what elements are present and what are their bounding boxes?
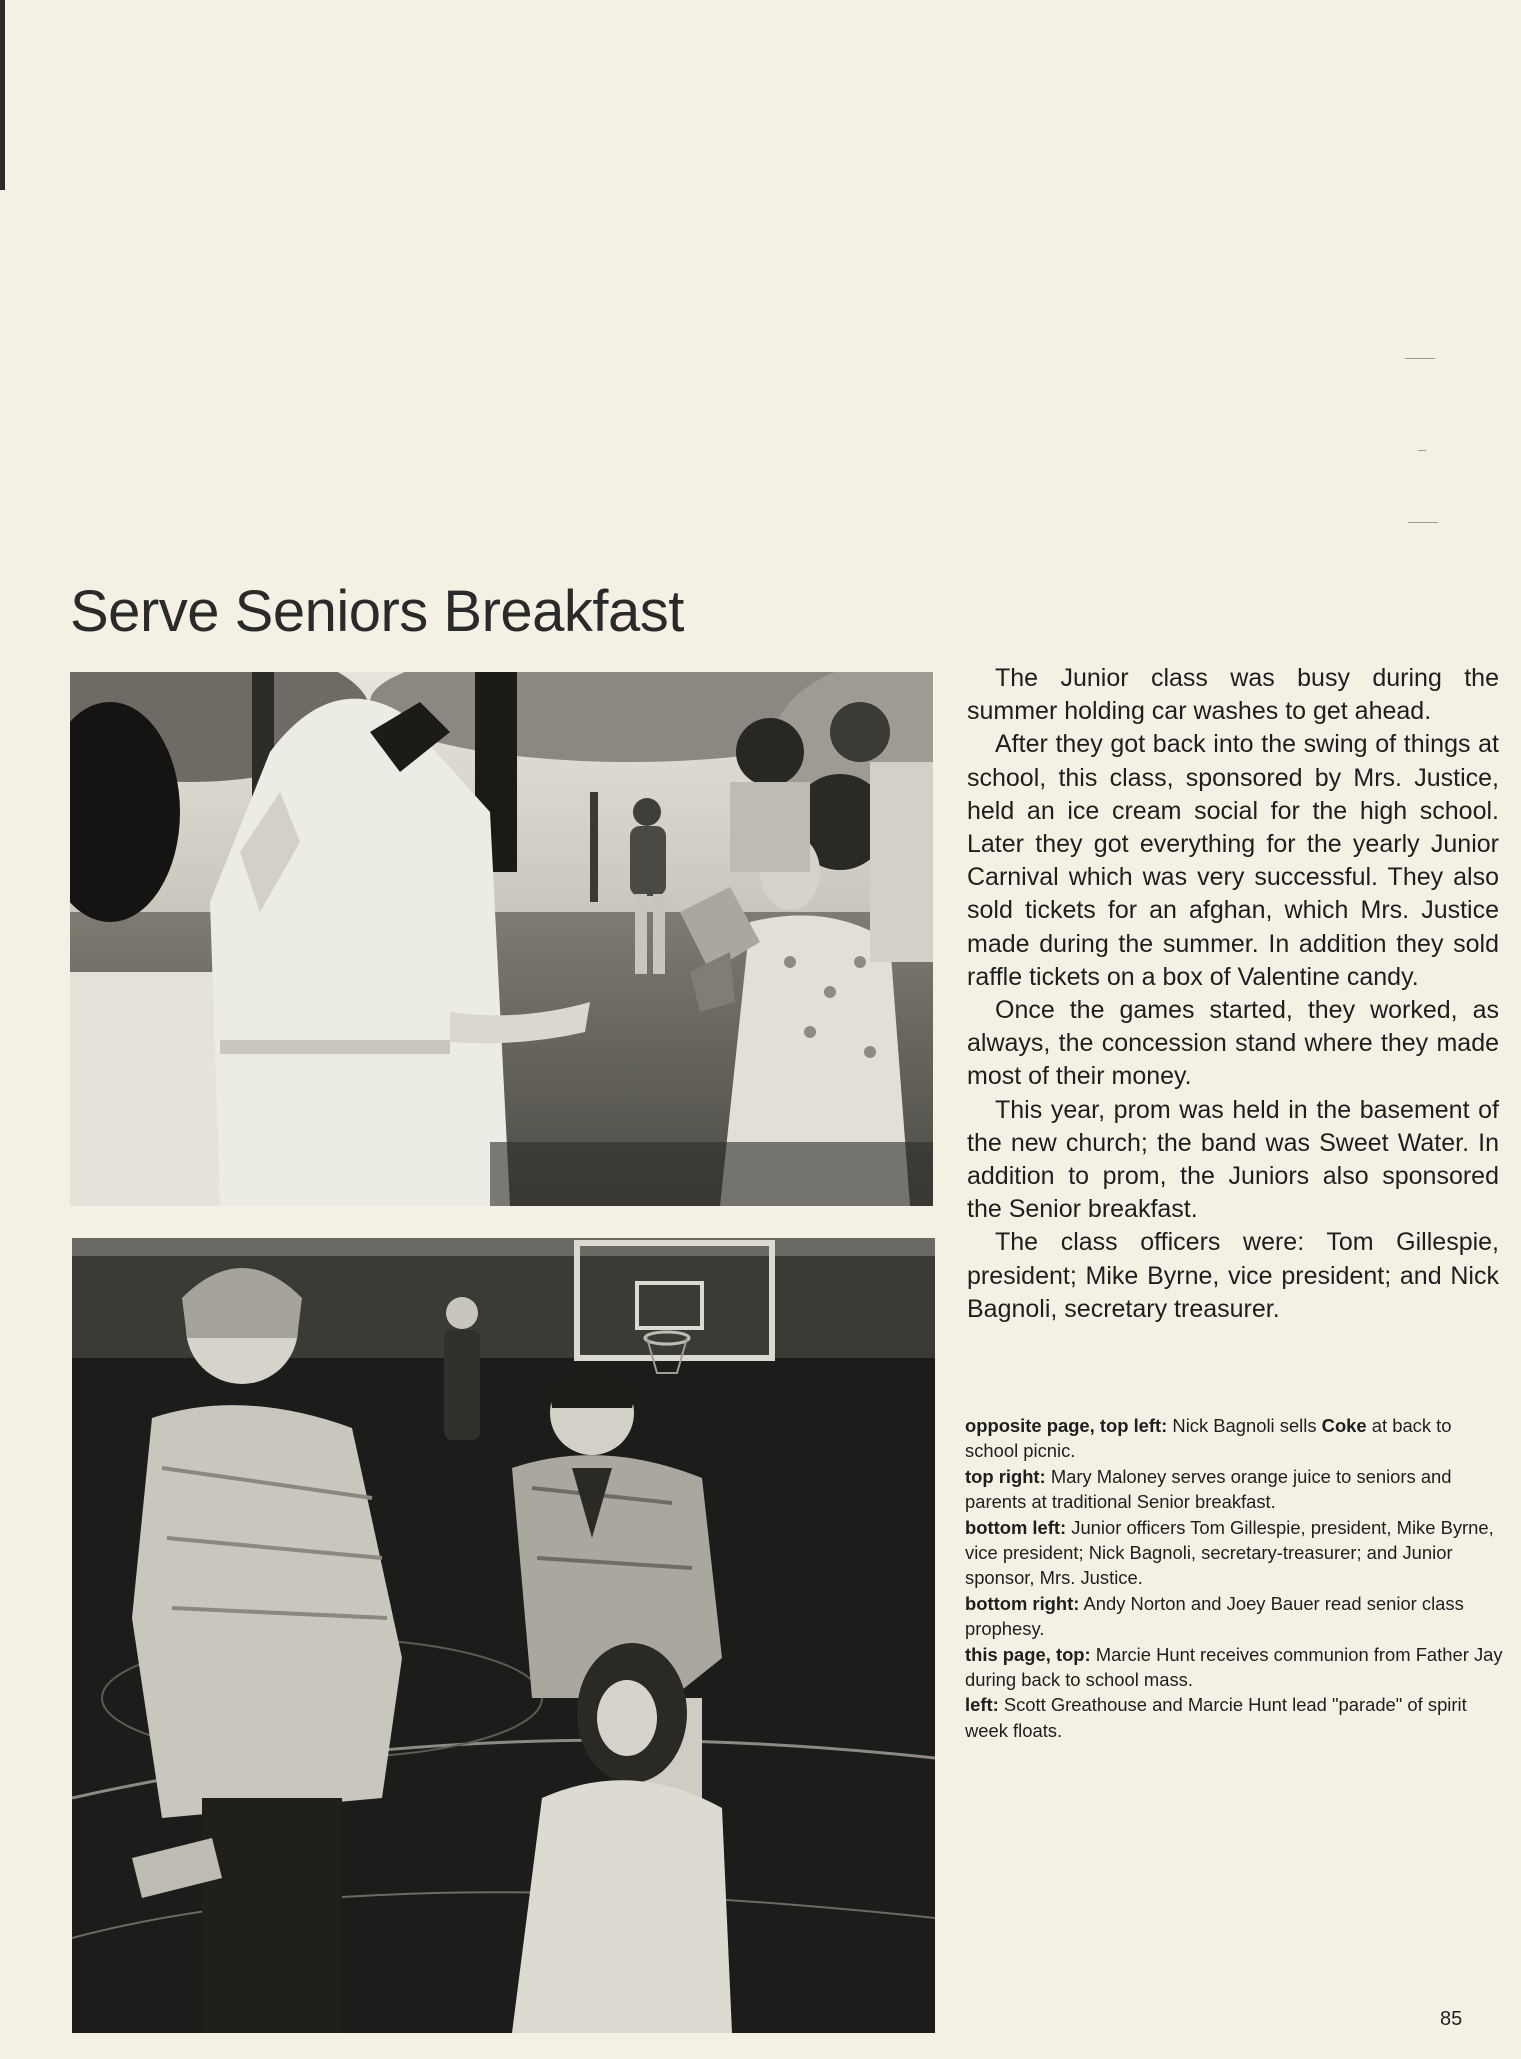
caption-text: Scott Greathouse and Marcie Hunt lead "parade" of spirit week floats. bbox=[965, 1694, 1467, 1741]
photo-outdoor-picnic bbox=[70, 672, 933, 1206]
caption-left bbox=[965, 1692, 1505, 1743]
caption-label: opposite page, top left: bbox=[965, 1415, 1168, 1436]
caption-this-page-top bbox=[965, 1642, 1505, 1693]
caption-bold-word: Coke bbox=[1321, 1415, 1367, 1436]
caption-label: bottom right: bbox=[965, 1592, 1080, 1614]
story-paragraph: This year, prom was held in the basement of the new church; the band was Sweet Water. In addition to prom, the Juniors also sponsored the Senior breakfast. bbox=[967, 1095, 1499, 1224]
caption-label: top right: bbox=[965, 1465, 1046, 1487]
margin-mark bbox=[1408, 522, 1438, 523]
caption-text: Nick Bagnoli sells bbox=[1172, 1415, 1317, 1436]
story-paragraph: Once the games started, they worked, as always, the concession stand where they made most of their money. bbox=[967, 996, 1499, 1091]
margin-mark bbox=[1418, 450, 1426, 451]
binding-edge bbox=[0, 0, 5, 190]
caption-bottom-left bbox=[965, 1515, 1505, 1591]
caption-text: at back to school picnic. bbox=[965, 1415, 1452, 1462]
caption-text: Mary Maloney serves orange juice to seniors and parents at traditional Senior breakfast. bbox=[965, 1465, 1452, 1513]
story-body bbox=[967, 662, 1499, 1326]
caption-label: bottom left: bbox=[965, 1516, 1067, 1538]
caption-text: Andy Norton and Joey Bauer read senior class prophesy. bbox=[965, 1592, 1464, 1640]
caption-label: this page, top: bbox=[965, 1643, 1091, 1665]
caption-text: Junior officers Tom Gillespie, president, Mike Byrne, vice president; Nick Bagnoli, secretary-treasurer; and Junior sponsor, Mrs. Justice. bbox=[965, 1516, 1494, 1589]
story-paragraph: The class officers were: Tom Gillespie, president; Mike Byrne, vice president; and Nick Bagnoli, secretary treasurer. bbox=[967, 1228, 1499, 1323]
caption-label: left: bbox=[965, 1694, 999, 1716]
story-paragraph: After they got back into the swing of things at school, this class, sponsored by Mrs. Justice, held an ice cream social for the high school. Later they got everything for the yearly Junior Carnival which was very successful. They also sold tickets for an afghan, which Mrs. Justice made during the summer. In addition they sold raffle tickets on a box of Valentine candy. bbox=[967, 730, 1499, 991]
photo-captions bbox=[965, 1413, 1505, 1743]
caption-opposite-top-left bbox=[965, 1413, 1505, 1464]
caption-bottom-right bbox=[965, 1591, 1505, 1642]
page-number: 85 bbox=[1440, 2008, 1463, 2030]
story-paragraph: The Junior class was busy during the summer holding car washes to get ahead. bbox=[967, 664, 1499, 726]
caption-top-right bbox=[965, 1464, 1505, 1515]
caption-text: Marcie Hunt receives communion from Father Jay during back to school mass. bbox=[965, 1643, 1503, 1691]
page-title: Serve Seniors Breakfast bbox=[70, 579, 684, 644]
margin-mark bbox=[1405, 358, 1435, 359]
photo-gymnasium bbox=[72, 1238, 935, 2033]
